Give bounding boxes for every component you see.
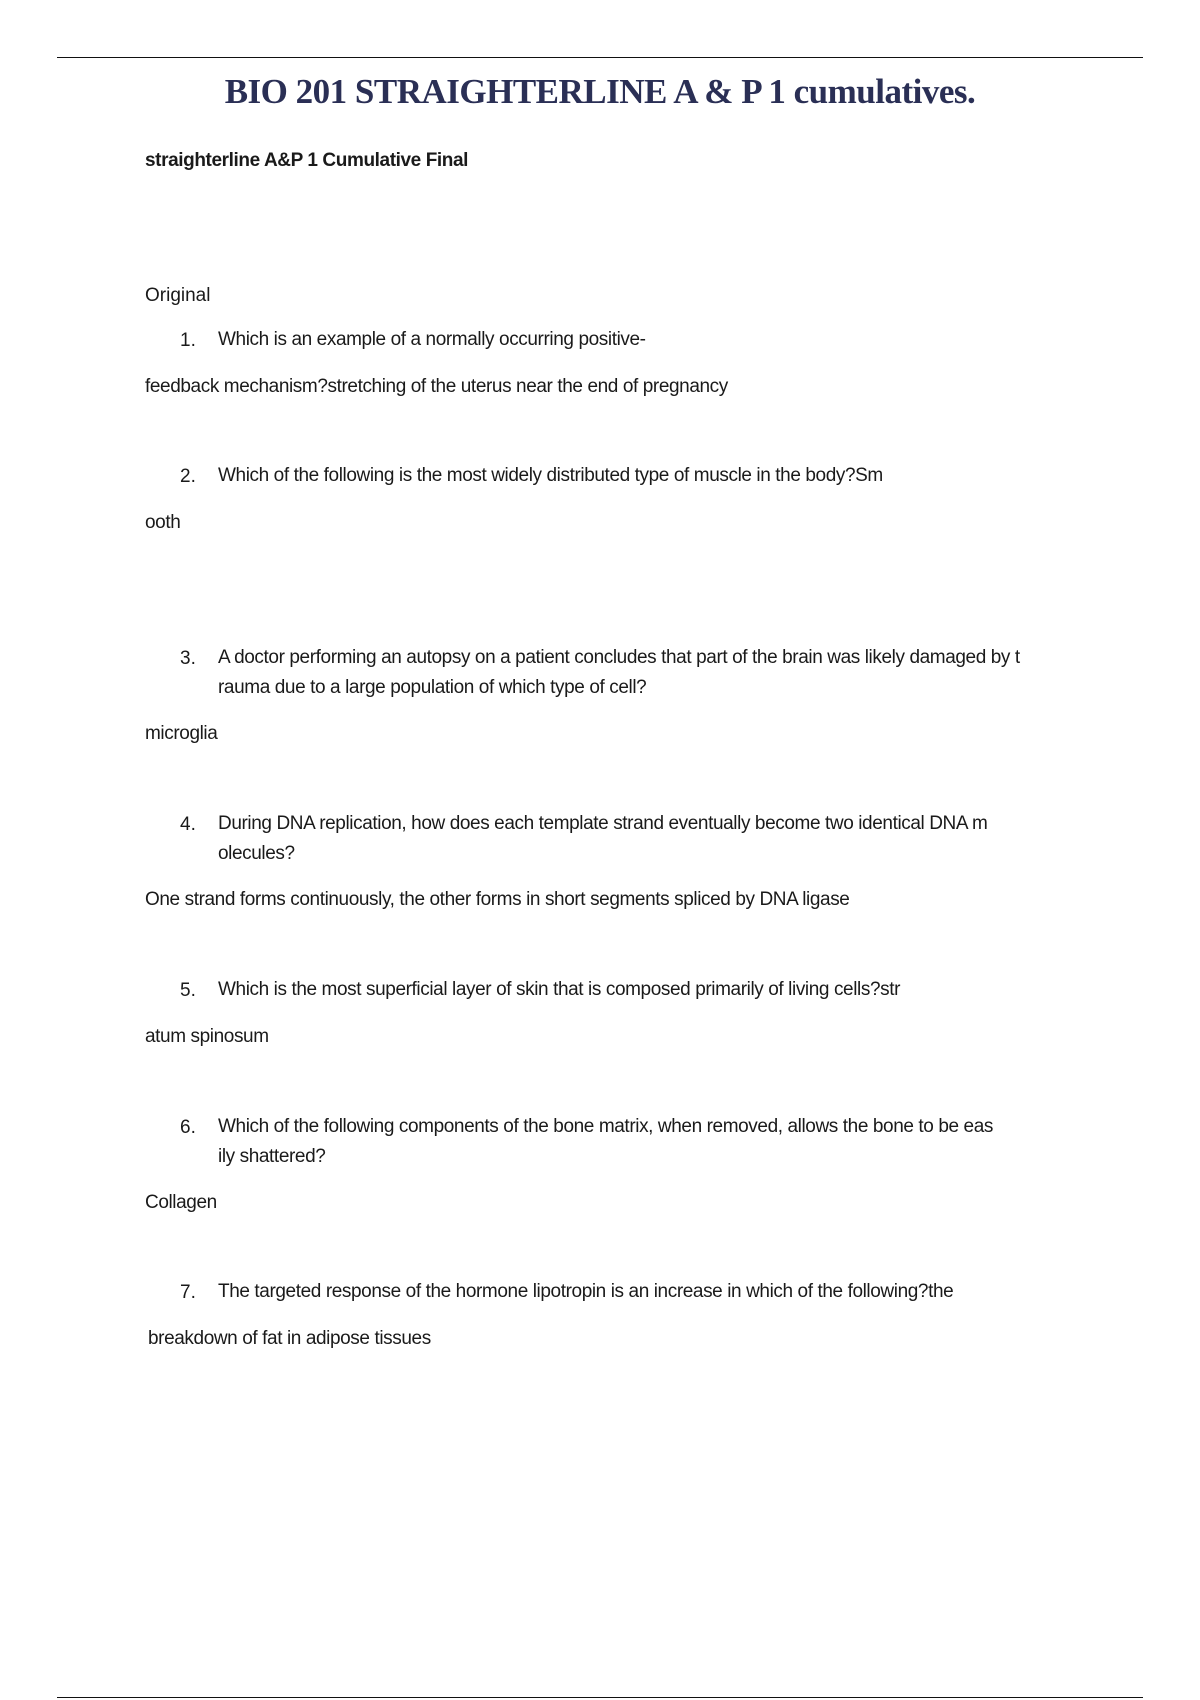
- question-line: The targeted response of the hormone lipotropin is an increase in which of the following?the: [218, 1281, 954, 1302]
- question-text: [218, 1277, 1088, 1307]
- question-line: Which of the following is the most widely distributed type of muscle in the body?Sm: [218, 465, 883, 486]
- question-line: A doctor performing an autopsy on a patient concludes that part of the brain was likely damaged by t: [218, 647, 1020, 668]
- question-line: Which is the most superficial layer of skin that is composed primarily of living cells?str: [218, 979, 901, 1000]
- question-number: 4.: [180, 814, 196, 835]
- question-line: rauma due to a large population of which type of cell?: [218, 677, 647, 698]
- question-number: 1.: [180, 330, 196, 351]
- section-label: Original: [145, 285, 211, 306]
- answer-line: ooth: [145, 512, 181, 533]
- answer-line: microglia: [145, 723, 218, 744]
- question-text: [218, 1112, 1088, 1172]
- answer-text: [145, 508, 1095, 538]
- question-line: Which is an example of a normally occurring positive-: [218, 329, 646, 350]
- question-line: During DNA replication, how does each template strand eventually become two identical DNA m: [218, 813, 988, 834]
- question-line: Which of the following components of the bone matrix, when removed, allows the bone to be eas: [218, 1116, 993, 1137]
- answer-text: [145, 1188, 1095, 1218]
- document-subtitle: straighterline A&P 1 Cumulative Final: [145, 150, 469, 171]
- question-text: [218, 809, 1088, 869]
- question-text: [218, 975, 1088, 1005]
- answer-line: feedback mechanism?stretching of the uterus near the end of pregnancy: [145, 376, 728, 397]
- question-number: 6.: [180, 1117, 196, 1138]
- document-title: BIO 201 STRAIGHTERLINE A & P 1 cumulatives.: [224, 72, 976, 111]
- question-number: 5.: [180, 980, 196, 1001]
- answer-line: Collagen: [145, 1192, 217, 1213]
- answer-text: [145, 719, 1095, 749]
- question-text: [218, 643, 1088, 703]
- question-text: [218, 461, 1088, 491]
- answer-line: One strand forms continuously, the other forms in short segments spliced by DNA ligase: [145, 889, 850, 910]
- question-number: 2.: [180, 466, 196, 487]
- answer-text: [145, 372, 1095, 402]
- answer-text: [145, 1022, 1095, 1052]
- bottom-rule: [57, 1697, 1143, 1698]
- question-line: ily shattered?: [218, 1146, 326, 1167]
- question-line: olecules?: [218, 843, 295, 864]
- answer-line: atum spinosum: [145, 1026, 269, 1047]
- question-number: 7.: [180, 1282, 196, 1303]
- answer-text: [148, 1324, 1098, 1354]
- top-rule: [57, 57, 1143, 58]
- answer-text: [145, 885, 1095, 915]
- answer-line: breakdown of fat in adipose tissues: [148, 1328, 431, 1349]
- question-number: 3.: [180, 648, 196, 669]
- question-text: [218, 325, 1088, 355]
